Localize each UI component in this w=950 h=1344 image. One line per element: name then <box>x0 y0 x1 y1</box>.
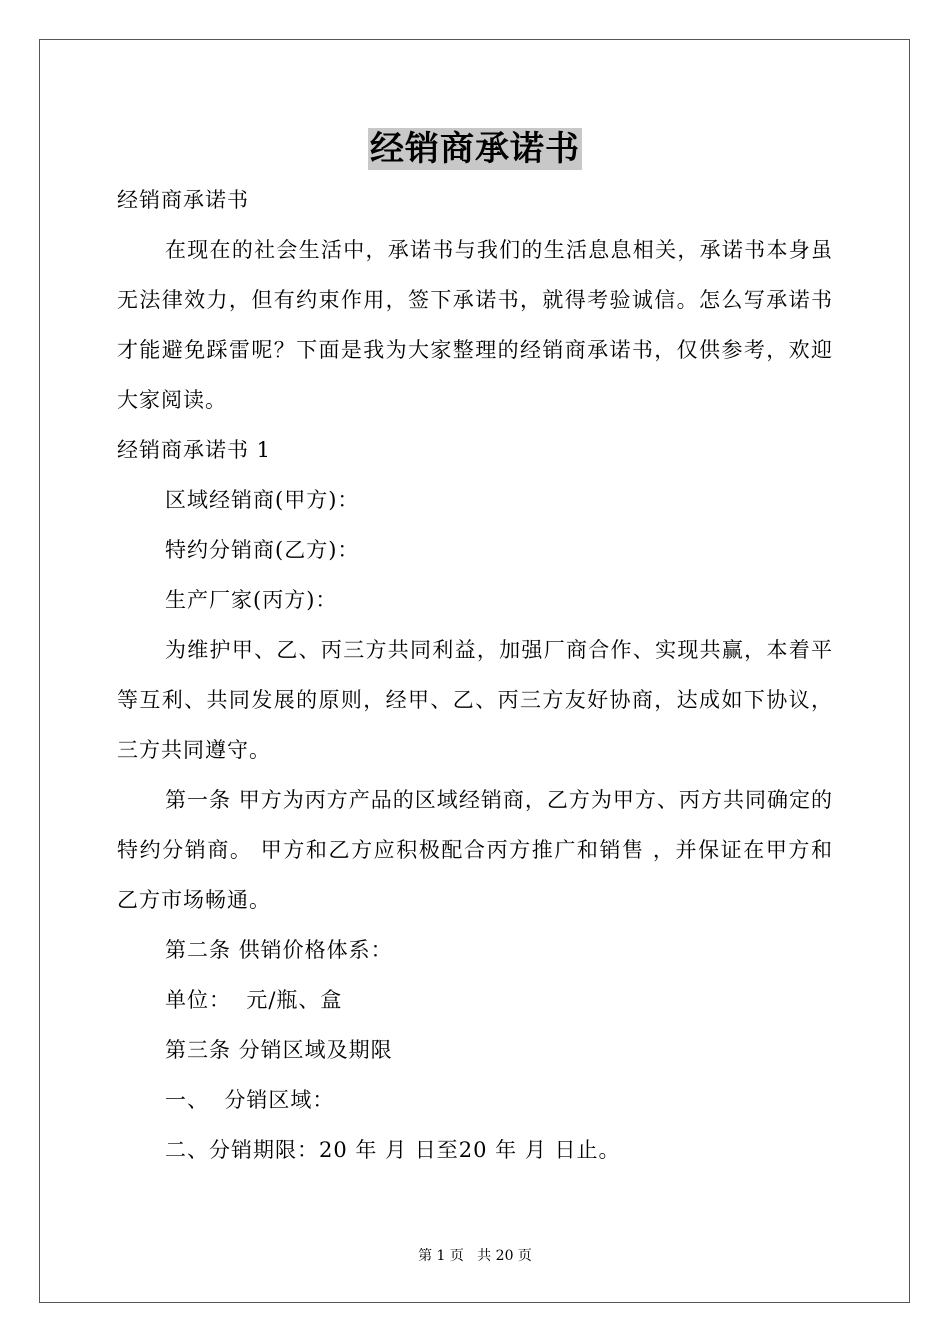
paragraph: 第二条 供销价格体系： <box>165 938 393 962</box>
paragraph: 二、分销期限：20 年 月 日至20 年 月 日止。 <box>165 1138 621 1162</box>
paragraph: 特约分销商(乙方)： <box>165 538 360 562</box>
page-number-footer: 第 1 页 共 20 页 <box>418 1248 532 1264</box>
paragraph: 区域经销商(甲方)： <box>165 488 360 512</box>
paragraph: 经销商承诺书 <box>117 188 249 212</box>
paragraph: 第一条 甲方为丙方产品的区域经销商，乙方为甲方、丙方共同确定的特约分销商。 甲方和乙方应积极配合丙方推广和销售 ，并保证在甲方和乙方市场畅通。 <box>117 788 833 912</box>
paragraph: 为维护甲、乙、丙三方共同利益，加强厂商合作、实现共赢，本着平等互利、共同发展的原则，经甲、乙、丙三方友好协商，达成如下协议，三方共同遵守。 <box>117 638 833 762</box>
paragraph: 单位： 元/瓶、盒 <box>165 988 343 1012</box>
paragraph: 第三条 分销区域及期限 <box>165 1038 393 1062</box>
paragraph: 生产厂家(丙方)： <box>165 588 338 612</box>
document-body <box>117 175 833 1175</box>
document-title: 经销商承诺书 <box>370 129 580 169</box>
paragraph: 一、 分销区域： <box>165 1088 335 1112</box>
paragraph: 经销商承诺书 1 <box>117 438 272 462</box>
title-container <box>0 128 950 170</box>
paragraph: 在现在的社会生活中，承诺书与我们的生活息息相关，承诺书本身虽无法律效力，但有约束作用，签下承诺书，就得考验诚信。怎么写承诺书才能避免踩雷呢？下面是我为大家整理的经销商承诺书，仅供参考，欢迎大家阅读。 <box>117 238 833 412</box>
